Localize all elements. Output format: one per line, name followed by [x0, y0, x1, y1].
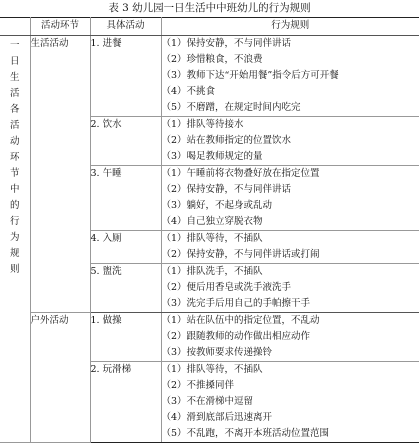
rule-item: （3）按教师要求传递操铃: [162, 345, 419, 361]
activity-cell: 2. 玩滑梯: [90, 362, 161, 443]
rule-item: （2）站在教师指定的位置饮水: [162, 133, 419, 149]
rules-cell: [161, 362, 419, 443]
rule-item: （3）喝足教师规定的量: [162, 149, 419, 165]
activity-cell: 4. 入厕: [90, 231, 161, 264]
category-cell: 生活活动: [30, 36, 90, 313]
side-label-cell: [0, 36, 30, 443]
header-row: [0, 18, 419, 36]
header-activity: 具体活动: [90, 18, 161, 36]
table-body: [0, 36, 419, 443]
table-title: 表 3 幼儿园一日生活中中班幼儿的行为规则: [0, 1, 419, 15]
rule-item: （2）便后用香皂或洗手液洗手: [162, 280, 419, 296]
rule-item: （2）珍惜粮食，不浪费: [162, 52, 419, 68]
rule-item: （1）排队等待，不插队: [162, 231, 419, 247]
activity-cell: 2. 饮水: [90, 117, 161, 166]
header-spacer: [0, 18, 30, 36]
rule-item: （5）不磨蹭，在规定时间内吃完: [162, 100, 419, 116]
header-stage: 活动环节: [30, 18, 90, 36]
rule-item: （2）不推搡同伴: [162, 378, 419, 394]
rule-item: （2）跟随教师的动作做出相应动作: [162, 329, 419, 345]
rule-item: （4）不挑食: [162, 84, 419, 100]
rule-item: （3）不在滑梯中逗留: [162, 394, 419, 410]
rule-item: （1）排队等待，不插队: [162, 362, 419, 378]
activity-cell: 3. 午睡: [90, 166, 161, 231]
behavior-rules-table: [0, 17, 419, 443]
rules-cell: [161, 166, 419, 231]
rule-item: （1）排队洗手，不插队: [162, 264, 419, 280]
rule-item: （1）站在队伍中的指定位置，不乱动: [162, 313, 419, 329]
rule-item: （2）保持安静，不与同伴讲话或打闹: [162, 247, 419, 263]
rule-item: （1）保持安静，不与同伴讲话: [162, 36, 419, 52]
side-label: 一日生活各活动环节中的行为规则: [10, 38, 20, 278]
rules-cell: [161, 264, 419, 313]
rule-item: （1）排队等待接水: [162, 117, 419, 133]
rules-cell: [161, 36, 419, 117]
category-cell: 户外活动: [30, 313, 90, 443]
rule-item: （3）教师下达“开始用餐”指令后方可开餐: [162, 68, 419, 84]
table-row: [0, 313, 419, 362]
rule-item: （4）自己独立穿脱衣物: [162, 214, 419, 230]
rule-item: （5）不乱跑，不离开本班活动位置范围: [162, 426, 419, 442]
activity-cell: 5. 盥洗: [90, 264, 161, 313]
header-rules: 行为规则: [161, 18, 419, 36]
rule-item: （4）滑到底部后迅速离开: [162, 410, 419, 426]
rules-cell: [161, 313, 419, 362]
rules-cell: [161, 117, 419, 166]
rule-item: （3）洗完手后用自己的手帕擦干手: [162, 296, 419, 312]
table-row: [0, 36, 419, 117]
rules-cell: [161, 231, 419, 264]
activity-cell: 1. 做操: [90, 313, 161, 362]
activity-cell: 1. 进餐: [90, 36, 161, 117]
rule-item: （1）午睡前将衣物叠好放在指定位置: [162, 166, 419, 182]
rule-item: （3）躺好，不起身或乱动: [162, 198, 419, 214]
rule-item: （2）保持安静，不与同伴讲话: [162, 182, 419, 198]
